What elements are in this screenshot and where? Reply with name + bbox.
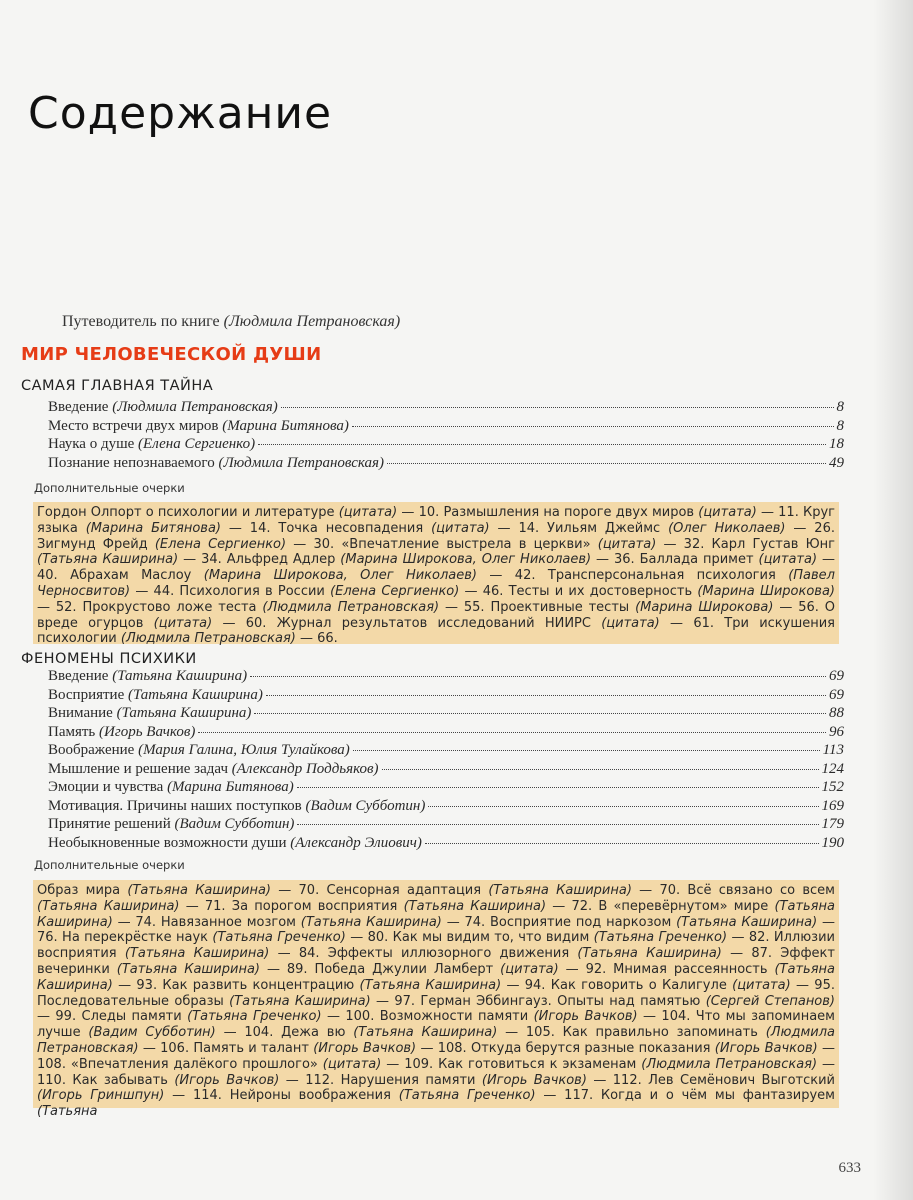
essay-text: — 42. Трансперсональная психология [476, 568, 789, 584]
essay-author: (Марина Широкова) [697, 583, 835, 599]
essay-author: (Марина Широкова, Олег Николаев) [340, 552, 592, 568]
essay-text: — 112. Лев Семёнович Выготский [586, 1072, 835, 1088]
essay-author: (Татьяна Каширина) [403, 898, 547, 914]
toc-entry-text: Место встречи двух миров [48, 417, 223, 434]
section-title: МИР ЧЕЛОВЕЧЕСКОЙ ДУШИ [21, 344, 322, 365]
essay-author: (Татьяна Каширина) [37, 898, 180, 914]
essay-author: (Татьяна Греченко) [398, 1088, 536, 1104]
essay-author: (Людмила Петрановская) [262, 599, 440, 615]
essay-text: — 60. Журнал результатов исследований НИИРС [212, 615, 602, 631]
toc-entry-text: Принятие решений [48, 816, 175, 832]
toc-entry-author: (Людмила Петрановская) [218, 454, 384, 471]
toc-entry-page: 124 [821, 760, 844, 777]
toc-entry-text: Необыкновенные возможности души [48, 834, 291, 851]
toc-entry-title [48, 816, 294, 833]
toc-entry-text: Воображение [48, 742, 139, 758]
part2-essays-box [33, 880, 839, 1120]
toc-entry-page: 96 [829, 723, 844, 740]
essay-text: — 100. Возможности памяти [321, 1009, 534, 1025]
toc-entry-author: (Игорь Вачков) [99, 723, 196, 740]
toc-entry-page: 88 [829, 705, 844, 721]
part1-essays-box [33, 502, 839, 647]
toc-entry-title [48, 798, 425, 815]
essay-author: (Татьяна Каширина) [488, 883, 632, 898]
essay-text: — 11. Круг языка [37, 505, 836, 536]
essay-text: — 92. Мнимая рассеянность [558, 961, 775, 977]
essay-author: (Татьяна Каширина) [676, 914, 818, 930]
toc-entry-title [48, 455, 384, 472]
essay-author: (Татьяна Каширина) [229, 993, 371, 1009]
essay-text: — 105. Как правильно запоминать [497, 1025, 766, 1041]
page-number: 633 [838, 1160, 861, 1176]
toc-entry-title [48, 835, 422, 852]
essay-text: — 99. Следы памяти [37, 1009, 188, 1025]
toc-entry-text: Восприятие [48, 686, 128, 703]
toc-entry-author: (Вадим Субботин) [174, 816, 295, 832]
toc-entry-author: (Марина Битянова) [167, 779, 294, 795]
toc-entry-page: 169 [821, 797, 844, 814]
essay-author: (цитата) [153, 615, 213, 631]
toc-entry-text: Внимание [48, 705, 117, 721]
toc-entry-author: (Вадим Субботин) [305, 797, 426, 814]
dot-leader [352, 426, 834, 427]
toc-entry-author: (Елена Сергиенко) [138, 436, 256, 452]
toc-entry-title [48, 436, 255, 453]
essay-author: (цитата) [601, 615, 660, 631]
toc-entry-author: (Татьяна Каширина) [116, 705, 252, 721]
essay-text: — 70. Всё связано со всем [631, 883, 835, 898]
essay-text: — 46. Тесты и их достоверность [459, 583, 698, 599]
essay-author: (Игорь Вачков) [714, 1040, 818, 1056]
essay-author: (цитата) [431, 520, 490, 536]
part2-toc [48, 668, 844, 853]
part2-title: ФЕНОМЕНЫ ПСИХИКИ [21, 651, 197, 667]
toc-entry[interactable] [48, 418, 844, 437]
toc-entry-author: (Александр Поддьяков) [231, 760, 379, 777]
toc-entry-author: (Татьяна Каширина) [127, 686, 263, 703]
toc-entry-author: (Мария Галина, Юлия Тулайкова) [138, 742, 350, 758]
essay-text: — 114. Нейроны воображения [164, 1088, 399, 1104]
essay-text: — 36. Баллада примет [591, 552, 759, 568]
essay-text: — 89. Победа Джулии Ламберт [260, 961, 501, 977]
essay-text: — 87. Эффект вечеринки [37, 946, 835, 977]
essay-text: — 97. Герман Эббингауз. Опыты над памятью [370, 993, 706, 1009]
essay-author: (цитата) [698, 505, 757, 520]
essay-text: — 52. Прокрустово ложе теста [37, 599, 263, 615]
essay-author: (Татьяна Каширина) [353, 1025, 498, 1041]
toc-entry-title [48, 418, 349, 435]
essay-author: (цитата) [732, 977, 791, 993]
toc-entry-text: Наука о душе [48, 436, 139, 452]
essay-author: (Людмила Петрановская) [641, 1056, 818, 1072]
essay-author: (цитата) [758, 552, 818, 568]
dot-leader [254, 713, 826, 714]
essay-text: — 10. Размышления на пороге двух миров [397, 505, 699, 520]
toc-entry[interactable] [48, 742, 844, 761]
dot-leader [198, 732, 826, 733]
essay-author: (Татьяна [37, 1104, 98, 1120]
toc-entry-text: Эмоции и чувства [48, 779, 168, 795]
essay-text: — 32. Карл Густав Юнг [656, 536, 835, 552]
toc-entry-title [48, 761, 379, 778]
toc-entry[interactable] [48, 455, 844, 474]
dot-leader [425, 843, 819, 844]
toc-entry[interactable] [48, 436, 844, 455]
essay-author: (Игорь Гриншпун) [37, 1088, 165, 1104]
essay-author: (Игорь Вачков) [533, 1009, 638, 1025]
part1-toc [48, 399, 844, 473]
toc-entry-page: 49 [829, 454, 844, 471]
essay-text: — 74. Восприятие под наркозом [441, 914, 677, 930]
toc-entry-author: (Людмила Петрановская) [112, 399, 278, 415]
essay-author: (цитата) [597, 536, 657, 552]
essay-text: — 44. Психология в России [130, 583, 331, 599]
toc-entry[interactable] [48, 399, 844, 418]
essay-text: — 108. «Впечатления далёкого прошлого» [37, 1040, 836, 1072]
essay-author: (Татьяна Каширина) [37, 898, 835, 930]
essay-author: (Вадим Субботин) [88, 1025, 216, 1041]
dot-leader [382, 769, 819, 770]
essay-author: (Людмила Петрановская) [37, 1025, 836, 1056]
essay-author: (Татьяна Каширина) [359, 977, 502, 993]
toc-entry-page: 179 [821, 816, 844, 832]
page-title: Содержание [28, 88, 333, 139]
essay-text: — 26. Зигмунд Фрейд [37, 520, 835, 552]
toc-entry[interactable] [48, 761, 844, 780]
essay-text: — 30. «Впечатление выстрела в церкви» [286, 536, 598, 552]
toc-entry-title [48, 724, 195, 741]
toc-entry[interactable] [48, 779, 844, 798]
toc-entry[interactable] [48, 705, 844, 724]
essay-text: — 117. Когда и о чём мы фантазируем [535, 1088, 835, 1104]
toc-entry[interactable] [48, 724, 844, 743]
guide-line[interactable] [62, 313, 400, 331]
essay-author: (Олег Николаев) [668, 520, 786, 536]
essay-text: — 72. В «перевёрнутом» мире [546, 898, 775, 914]
essay-author: (цитата) [500, 961, 559, 977]
essay-text: — 80. Как мы видим то, что видим [345, 930, 594, 946]
toc-entry[interactable] [48, 798, 844, 817]
toc-entry-title [48, 668, 247, 685]
essay-text: — 93. Как развить концентрацию [112, 977, 360, 993]
dot-leader [258, 444, 826, 445]
essay-author: (Татьяна Греченко) [593, 930, 728, 946]
toc-entry-author: (Марина Битянова) [222, 417, 349, 434]
guide-author: (Людмила Петрановская) [223, 313, 401, 330]
essay-author: (Татьяна Каширина) [37, 961, 835, 993]
essay-text: — 70. Сенсорная адаптация [270, 883, 489, 898]
dot-leader [281, 407, 834, 408]
toc-entry-page: 69 [829, 668, 844, 684]
essay-text: — 104. Что мы запоминаем лучше [37, 1009, 835, 1041]
essay-author: (Елена Сергиенко) [330, 583, 460, 599]
essay-text: — 14. Уильям Джеймс [489, 520, 669, 536]
essay-author: (Татьяна Каширина) [577, 946, 722, 962]
essay-text: — 74. Навязанное мозгом [112, 914, 301, 930]
dot-leader [353, 750, 820, 751]
toc-entry-page: 8 [836, 399, 844, 415]
dot-leader [297, 787, 819, 788]
toc-entry-text: Введение [48, 399, 113, 415]
essay-text: — 76. На перекрёстке наук [37, 914, 835, 946]
toc-entry-page: 8 [836, 417, 844, 434]
essay-author: (Игорь Вачков) [481, 1072, 587, 1088]
essay-text: — 66. [295, 631, 338, 647]
toc-entry-page: 69 [829, 686, 844, 703]
essay-text: — 110. Как забывать [37, 1056, 835, 1088]
essay-text: — 95. Последовательные образы [37, 977, 835, 1009]
toc-entry-page: 113 [822, 742, 844, 758]
toc-entry[interactable] [48, 835, 844, 854]
page-gutter-shadow [873, 0, 913, 1200]
essay-author: (цитата) [322, 1056, 382, 1072]
essay-text: — 40. Абрахам Маслоу [37, 552, 835, 584]
essay-text: — 112. Нарушения памяти [279, 1072, 482, 1088]
essay-text: — 71. За порогом восприятия [179, 898, 404, 914]
essay-author: (Марина Широкова, Олег Николаев) [203, 568, 477, 584]
essay-author: (Игорь Вачков) [313, 1040, 417, 1056]
dot-leader [387, 463, 826, 464]
toc-entry-title [48, 779, 294, 796]
essay-text: — 56. О вреде огурцов [37, 599, 835, 631]
essay-author: (Сергей Степанов) [705, 993, 835, 1009]
essay-text: — 108. Откуда берутся разные показания [416, 1040, 715, 1056]
essay-text: — 104. Дежа вю [215, 1025, 354, 1041]
essay-author: (цитата) [338, 505, 398, 520]
essay-text: — 109. Как готовиться к экзаменам [381, 1056, 642, 1072]
essay-author: (Павел Черносвитов) [37, 568, 835, 599]
part1-additional-label: Дополнительные очерки [34, 481, 185, 495]
toc-entry[interactable] [48, 816, 844, 835]
toc-entry-page: 18 [829, 436, 844, 452]
essay-text: Гордон Олпорт о психологии и литературе [37, 505, 339, 520]
toc-entry[interactable] [48, 687, 844, 706]
essay-author: (Татьяна Греченко) [212, 930, 346, 946]
dot-leader [250, 676, 826, 677]
toc-entry-text: Познание непознаваемого [48, 454, 219, 471]
toc-entry-author: (Татьяна Каширина) [112, 668, 248, 684]
essay-text: — 14. Точка несовпадения [220, 520, 432, 536]
toc-entry-author: (Александр Элиович) [290, 834, 422, 851]
toc-entry-title [48, 742, 350, 759]
part1-title: САМАЯ ГЛАВНАЯ ТАЙНА [21, 378, 214, 394]
essay-text: — 82. Иллюзии восприятия [37, 930, 835, 962]
essay-text: — 84. Эффекты иллюзорного движения [269, 946, 578, 962]
essay-text: — 34. Альфред Адлер [178, 552, 341, 568]
toc-entry-title [48, 399, 278, 416]
guide-text: Путеводитель по книге [62, 313, 224, 330]
essay-author: (Игорь Вачков) [174, 1072, 280, 1088]
toc-entry-text: Мотивация. Причины наших поступков [48, 797, 306, 814]
toc-entry-text: Память [48, 723, 100, 740]
essay-author: (Людмила Петрановская) [120, 631, 296, 647]
essay-author: (Татьяна Каширина) [124, 946, 270, 962]
essay-author: (Татьяна Каширина) [116, 961, 260, 977]
toc-entry-title [48, 705, 251, 722]
essay-text: — 61. Три искушения психологии [37, 615, 835, 647]
essay-text: — 55. Проективные тесты [439, 599, 636, 615]
toc-entry-text: Мышление и решение задач [48, 760, 232, 777]
dot-leader [266, 695, 826, 696]
part2-additional-label: Дополнительные очерки [34, 858, 185, 872]
toc-entry-title [48, 687, 263, 704]
essay-author: (Татьяна Каширина) [37, 552, 179, 568]
essay-author: (Марина Битянова) [85, 520, 221, 536]
essay-text: — 106. Память и талант [138, 1040, 314, 1056]
toc-entry-text: Введение [48, 668, 113, 684]
toc-entry-page: 190 [821, 834, 844, 851]
essay-author: (Татьяна Каширина) [127, 883, 271, 898]
essay-text: Образ мира [37, 883, 128, 898]
dot-leader [428, 806, 818, 807]
essay-author: (Татьяна Греченко) [187, 1009, 322, 1025]
essay-author: (Татьяна Каширина) [300, 914, 442, 930]
essay-author: (Марина Широкова) [635, 599, 774, 615]
essay-author: (Елена Сергиенко) [154, 536, 287, 552]
essay-text: — 94. Как говорить о Калигуле [501, 977, 733, 993]
toc-entry-page: 152 [821, 779, 844, 795]
toc-entry[interactable] [48, 668, 844, 687]
dot-leader [297, 824, 818, 825]
